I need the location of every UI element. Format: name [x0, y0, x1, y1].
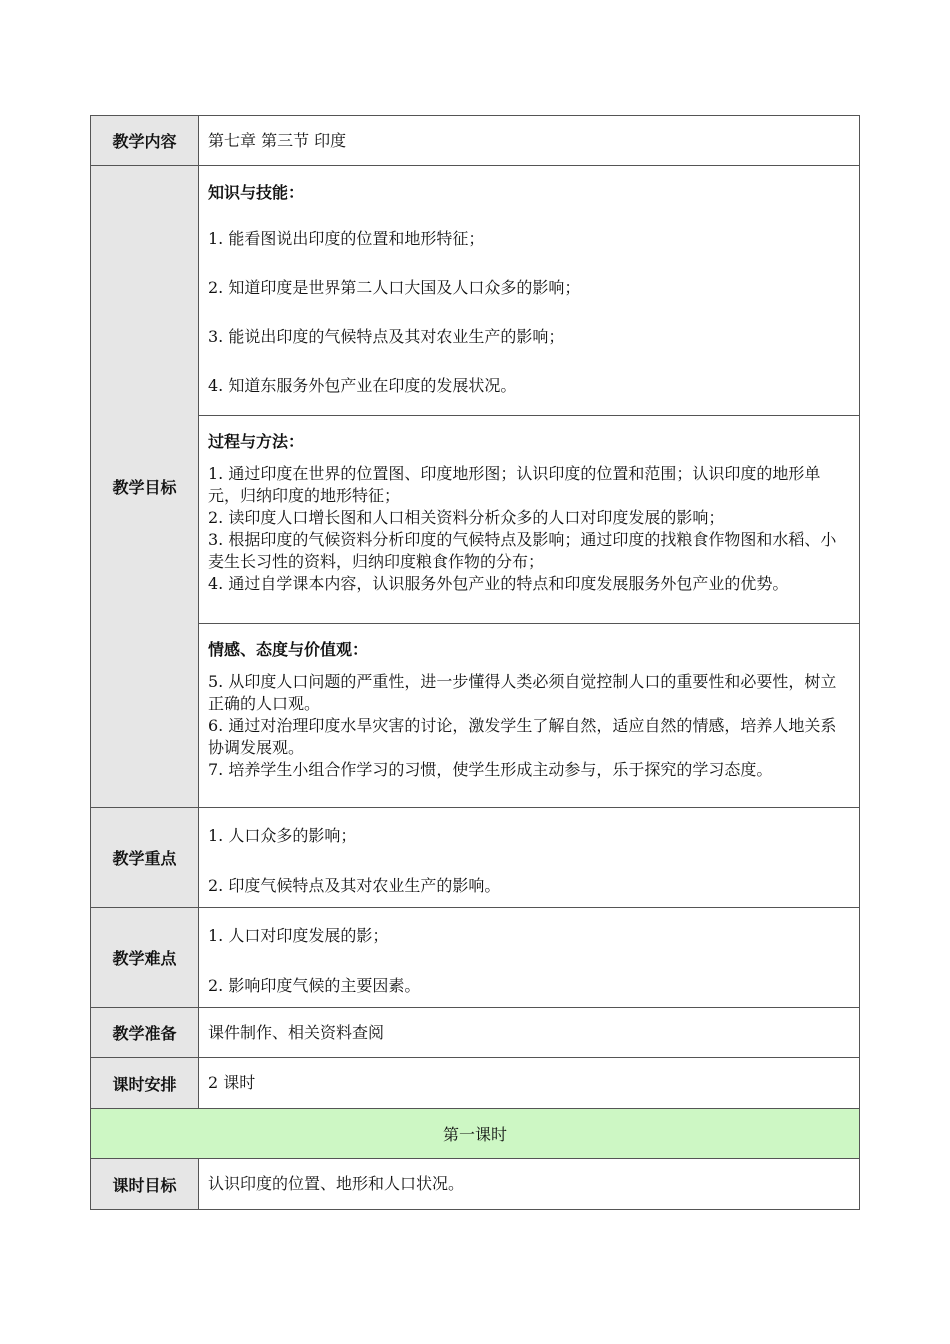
preparation-label: 教学准备 [91, 1008, 199, 1058]
difficulties-label: 教学难点 [91, 908, 199, 1008]
knowledge-item: 4. 知道东服务外包产业在印度的发展状况。 [208, 376, 517, 395]
knowledge-item: 3. 能说出印度的气候特点及其对农业生产的影响； [208, 327, 565, 346]
lesson-plan-table [90, 115, 860, 1210]
process-item: 2. 读印度人口增长图和人口相关资料分析众多的人口对印度发展的影响； [208, 508, 725, 527]
row-lesson-header [91, 1109, 860, 1159]
content-value: 第七章 第三节 印度 [199, 116, 860, 166]
row-lesson-goal [91, 1159, 860, 1210]
knowledge-item: 2. 知道印度是世界第二人口大国及人口众多的影响； [208, 278, 581, 297]
process-title: 过程与方法： [208, 432, 305, 451]
schedule-label: 课时安排 [91, 1058, 199, 1109]
process-item: 1. 通过印度在世界的位置图、印度地形图；认识印度的位置和范围；认识印度的地形单元，归纳印度的地形特征； [208, 464, 821, 505]
key-point-item: 2. 印度气候特点及其对农业生产的影响。 [208, 876, 501, 895]
attitude-title: 情感、态度与价值观： [208, 640, 369, 659]
objectives-label: 教学目标 [91, 166, 199, 808]
difficulty-item: 1. 人口对印度发展的影； [208, 926, 389, 945]
lesson-goal-label: 课时目标 [91, 1159, 199, 1210]
process-item: 3. 根据印度的气候资料分析印度的气候特点及影响；通过印度的找粮食作物图和水稻、小麦生长习性的资料，归纳印度粮食作物的分布； [208, 530, 837, 571]
attitude-item: 5. 从印度人口问题的严重性，进一步懂得人类必须自觉控制人口的重要性和必要性，树立正确的人口观。 [208, 672, 837, 713]
process-item: 4. 通过自学课本内容，认识服务外包产业的特点和印度发展服务外包产业的优势。 [208, 574, 789, 593]
row-objectives-attitude [91, 624, 860, 808]
row-preparation [91, 1008, 860, 1058]
row-key-points [91, 808, 860, 908]
attitude-cell [199, 624, 860, 808]
attitude-item: 6. 通过对治理印度水旱灾害的讨论，激发学生了解自然，适应自然的情感，培养人地关系协调发展观。 [208, 716, 837, 757]
difficulties-cell [199, 908, 860, 1008]
knowledge-item: 1. 能看图说出印度的位置和地形特征； [208, 229, 485, 248]
row-objectives-knowledge [91, 166, 860, 416]
attitude-item: 7. 培养学生小组合作学习的习惯，使学生形成主动参与，乐于探究的学习态度。 [208, 760, 773, 779]
content-label: 教学内容 [91, 116, 199, 166]
row-difficulties [91, 908, 860, 1008]
process-cell [199, 416, 860, 624]
key-points-cell [199, 808, 860, 908]
key-point-item: 1. 人口众多的影响； [208, 826, 357, 845]
lesson-goal-value: 认识印度的位置、地形和人口状况。 [199, 1159, 860, 1210]
row-content [91, 116, 860, 166]
knowledge-title: 知识与技能： [208, 183, 305, 202]
row-objectives-process [91, 416, 860, 624]
knowledge-cell [199, 166, 860, 416]
schedule-value: 2 课时 [199, 1058, 860, 1109]
lesson-header: 第一课时 [91, 1109, 860, 1159]
difficulty-item: 2. 影响印度气候的主要因素。 [208, 976, 421, 995]
row-schedule [91, 1058, 860, 1109]
preparation-value: 课件制作、相关资料查阅 [199, 1008, 860, 1058]
key-points-label: 教学重点 [91, 808, 199, 908]
